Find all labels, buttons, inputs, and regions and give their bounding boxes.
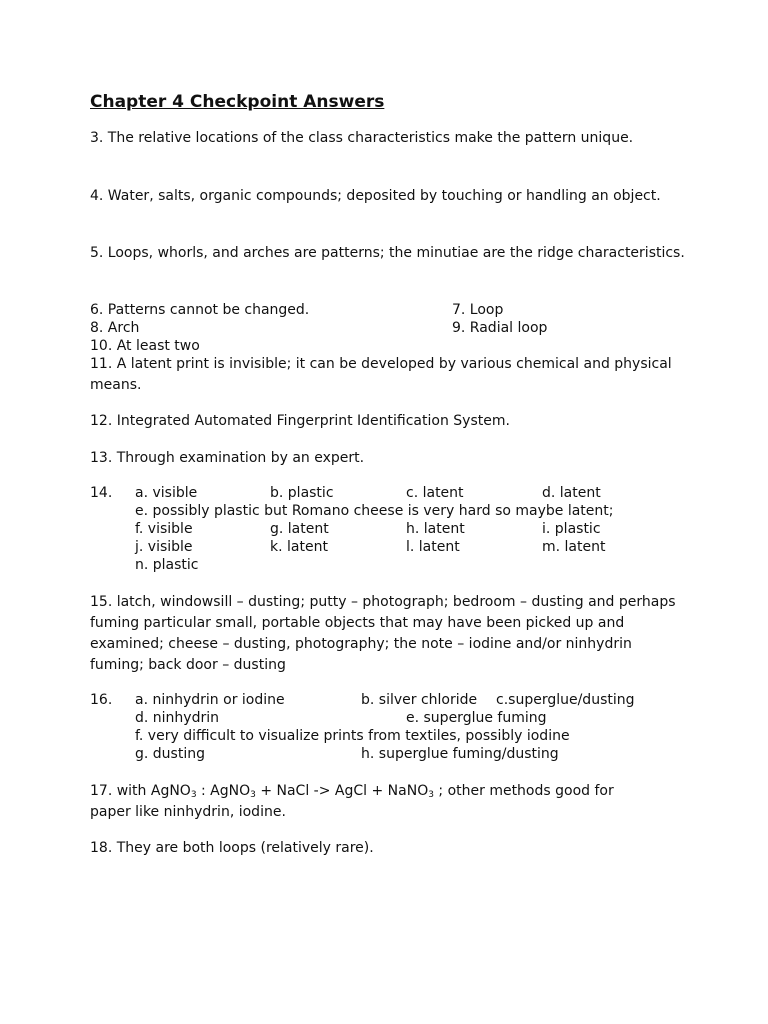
answer-11: 11. A latent print is invisible; it can be developed by various chemical and physical means. [90,356,672,393]
answer-14-d: d. latent [542,485,601,501]
answer-15: 15. latch, windowsill – dusting; putty – photograph; bedroom – dusting and perhaps fuming particular small, portable objects that may have been picked up and examined; cheese – dusting, photography; the note – iodine and/or ninhydrin fuming; back door – dusting [90,594,676,673]
answer-16-a: a. ninhydrin or iodine [135,692,285,708]
answer-7: 7. Loop [452,302,504,318]
answer-14-n: n. plastic [135,557,199,573]
answer-16-c: c.superglue/dusting [496,692,635,708]
answer-16-h: h. superglue fuming/dusting [361,746,559,762]
answer-6: 6. Patterns cannot be changed. [90,302,310,318]
answer-17-line-1 [90,782,614,804]
answer-16-g: g. dusting [135,746,205,762]
answer-17-part-1: 17. with AgNO [90,783,191,799]
answer-14-a: a. visible [135,485,198,501]
answer-17-part-4: ; other methods good for [433,783,614,799]
answer-16-number: 16. [90,692,113,708]
answer-5: 5. Loops, whorls, and arches are patterns; the minutiae are the ridge characteristics. [90,245,685,261]
answer-14-b: b. plastic [270,485,334,501]
answer-14-number: 14. [90,485,113,501]
answer-4: 4. Water, salts, organic compounds; deposited by touching or handling an object. [90,188,661,204]
answer-14-h: h. latent [406,521,465,537]
answer-16-f: f. very difficult to visualize prints from textiles, possibly iodine [135,728,570,744]
answer-17-line-2: paper like ninhydrin, iodine. [90,804,286,820]
answer-3: 3. The relative locations of the class characteristics make the pattern unique. [90,130,634,146]
answer-9: 9. Radial loop [452,320,548,336]
answer-14-f: f. visible [135,521,193,537]
answer-16-b: b. silver chloride [361,692,478,708]
answer-10: 10. At least two [90,338,200,354]
answer-14-k: k. latent [270,539,328,555]
answer-14-g: g. latent [270,521,329,537]
answer-18: 18. They are both loops (relatively rare). [90,840,374,856]
answer-14-e: e. possibly plastic but Romano cheese is very hard so maybe latent; [135,503,614,519]
subscript-3: 3 [250,790,256,800]
answer-16-e: e. superglue fuming [406,710,547,726]
answer-12: 12. Integrated Automated Fingerprint Identification System. [90,413,510,429]
answer-14-l: l. latent [406,539,460,555]
answer-17-part-2: : AgNO [196,783,251,799]
answer-8: 8. Arch [90,320,140,336]
answer-16-d: d. ninhydrin [135,710,219,726]
answer-13: 13. Through examination by an expert. [90,450,365,466]
subscript-3: 3 [190,790,197,800]
answer-17-part-3: + NaCl -> AgCl + NaNO [255,783,429,799]
page-title: Chapter 4 Checkpoint Answers [90,92,385,112]
answer-14-i: i. plastic [542,521,601,537]
subscript-3: 3 [428,790,434,800]
answer-14-j: j. visible [135,539,193,555]
answer-14-c: c. latent [406,485,464,501]
answer-14-m: m. latent [542,539,606,555]
